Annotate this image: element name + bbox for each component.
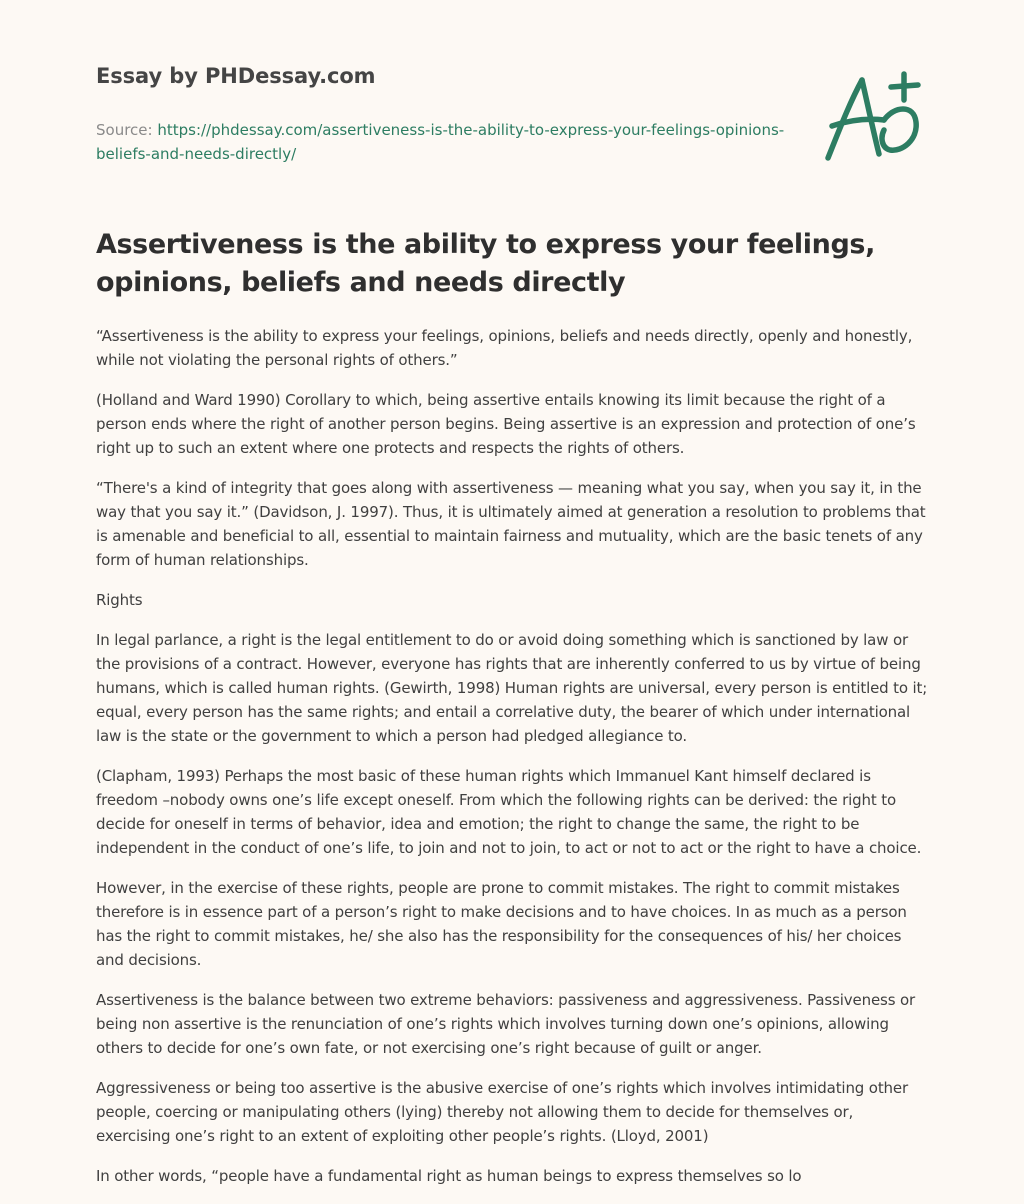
source-link[interactable]: https://phdessay.com/assertiveness-is-the-ability-to-express-your-feelings-opinions-beliefs-and-needs-directly/ xyxy=(96,121,785,163)
paragraph: “Assertiveness is the ability to express your feelings, opinions, beliefs and needs directly, openly and honestly, while not violating the personal rights of others.” xyxy=(96,327,913,369)
paragraph: (Holland and Ward 1990) Corollary to which, being assertive entails knowing its limit because the right of a person ends where the right of another person begins. Being assertive is an expression and protection of one’s right up to such an extent where one protects and respects the rights of others. xyxy=(96,391,916,457)
a-plus-logo-icon xyxy=(818,66,930,166)
page-header xyxy=(96,64,796,166)
essay-body xyxy=(96,324,928,1204)
paragraph: In other words, “people have a fundamental right as human beings to express themselves so lo xyxy=(96,1167,802,1185)
paragraph: Assertiveness is the balance between two extreme behaviors: passiveness and aggressiveness. Passiveness or being non assertive is the renunciation of one’s rights which involves turning down one’s opinions, allowing others to decide for one’s own fate, or not exercising one’s right because of guilt or anger. xyxy=(96,991,916,1057)
paragraph: Aggressiveness or being too assertive is the abusive exercise of one’s rights which involves intimidating other people, coercing or manipulating others (lying) thereby not allowing them to decide for themselves or, exercising one’s right to an extent of exploiting other people’s rights. (Lloyd, 2001) xyxy=(96,1079,908,1145)
source-line xyxy=(96,118,796,166)
section-heading-rights: Rights xyxy=(96,591,143,609)
paragraph: “There's a kind of integrity that goes along with assertiveness — meaning what you say, when you say it, in the way that you say it.” (Davidson, J. 1997). Thus, it is ultimately aimed at generation a resolution to problems that is amenable and beneficial to all, essential to maintain fairness and mutuality, which are the basic tenets of any form of human relationships. xyxy=(96,479,926,569)
site-brand: Essay by PHDessay.com xyxy=(96,64,376,88)
paragraph: However, in the exercise of these rights, people are prone to commit mistakes. The right to commit mistakes therefore is in essence part of a person’s right to make decisions and to have choices. In as much as a person has the right to commit mistakes, he/ she also has the responsibility for the consequences of his/ her choices and decisions. xyxy=(96,879,907,969)
essay-title: Assertiveness is the ability to express your feelings, opinions, beliefs and needs directly xyxy=(96,229,875,298)
paragraph: (Clapham, 1993) Perhaps the most basic of these human rights which Immanuel Kant himself declared is freedom –nobody owns one’s life except oneself. From which the following rights can be derived: the right to decide for oneself in terms of behavior, idea and emotion; the right to change the same, the right to be independent in the conduct of one’s life, to join and not to join, to act or not to act or the right to have a choice. xyxy=(96,767,922,857)
source-label: Source: xyxy=(96,121,158,139)
paragraph: In legal parlance, a right is the legal entitlement to do or avoid doing something which is sanctioned by law or the provisions of a contract. However, everyone has rights that are inherently conferred to us by virtue of being humans, which is called human rights. (Gewirth, 1998) Human rights are universal, every person is entitled to it; equal, every person has the same rights; and entail a correlative duty, the bearer of which under international law is the state or the government to which a person had pledged allegiance to. xyxy=(96,631,928,745)
